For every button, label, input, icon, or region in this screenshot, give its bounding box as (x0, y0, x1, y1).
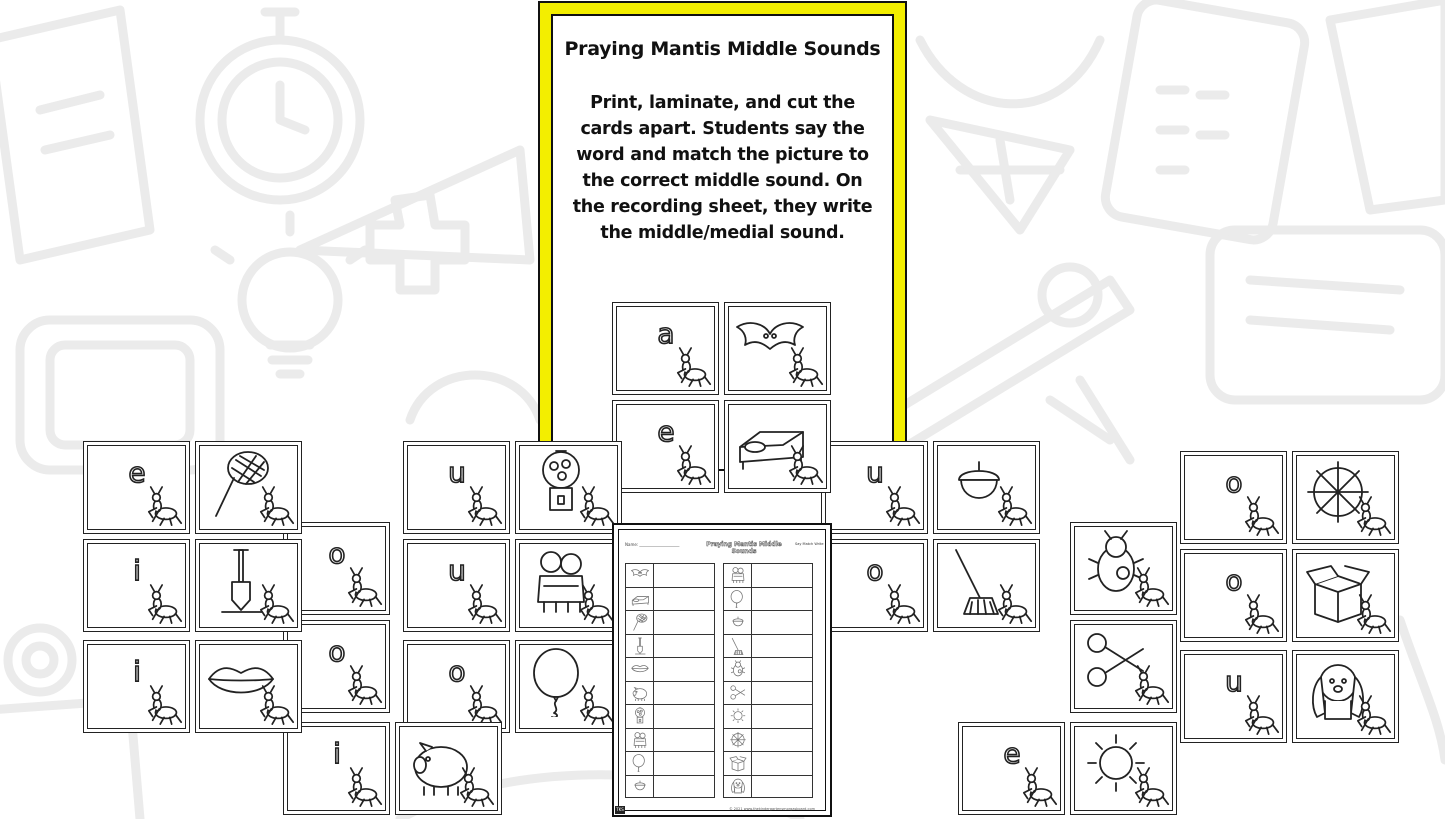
mop-icon (729, 637, 747, 655)
sheet-row-picture (626, 658, 654, 681)
letter-card (83, 441, 190, 534)
mantis-icon (577, 485, 617, 529)
card-letter: o (866, 554, 884, 587)
picture-card (1070, 620, 1177, 713)
mantis-icon (257, 485, 297, 529)
sheet-row-picture (626, 611, 654, 634)
mantis-icon (883, 583, 923, 627)
tablet-doodle-inner (50, 345, 190, 445)
backpack-doodle (1400, 620, 1445, 760)
net-icon (631, 613, 649, 631)
picture-card (195, 539, 302, 632)
mantis-icon (345, 766, 385, 810)
sheet-row-picture (626, 776, 654, 798)
card-letter: i (133, 655, 141, 688)
letter-card (283, 722, 390, 815)
mantis-icon (995, 485, 1035, 529)
sheet-row-picture (626, 588, 654, 611)
letter-card (821, 539, 928, 632)
bat-icon (631, 566, 649, 584)
sheet-row (723, 728, 813, 752)
mantis-icon (674, 444, 714, 488)
scissors-doodle (1050, 380, 1130, 460)
sheet-row (723, 634, 813, 658)
picture-card (1070, 522, 1177, 615)
mantis-icon (257, 684, 297, 728)
pennant-doodle (300, 150, 530, 260)
card-letter: o (328, 635, 346, 668)
sheet-name-text: Name: (625, 542, 639, 547)
mantis-icon (1354, 495, 1394, 539)
bed-icon (631, 590, 649, 608)
card-letter: o (1225, 466, 1243, 499)
sheet-row (723, 681, 813, 705)
sheet-column-left (625, 563, 715, 798)
calculator-keys (1160, 90, 1225, 170)
mantis-icon (786, 444, 826, 488)
card-letter: i (133, 554, 141, 587)
mantis-icon (1242, 593, 1282, 637)
instruction-poster (538, 1, 907, 471)
sheet-row-picture (626, 752, 654, 775)
letter-card (958, 722, 1065, 815)
lips-icon (631, 660, 649, 678)
sheet-name-label: Name: ____________________ (625, 542, 680, 547)
card-letter: o (328, 537, 346, 570)
sheet-row (625, 728, 715, 752)
card-letter: e (1003, 737, 1021, 770)
sheet-row (625, 775, 715, 799)
card-letter: u (1225, 665, 1243, 698)
letter-card (1180, 451, 1287, 544)
picture-card (515, 441, 622, 534)
sheet-row (625, 610, 715, 634)
mantis-icon (1242, 694, 1282, 738)
sheet-row-picture (626, 682, 654, 705)
sheet-row (723, 751, 813, 775)
card-letter: u (448, 456, 466, 489)
mantis-icon (674, 346, 714, 390)
stopwatch-hands (265, 12, 305, 130)
letter-card (1180, 650, 1287, 743)
sheet-row (625, 657, 715, 681)
sheet-row-picture (724, 658, 752, 681)
sheet-row (625, 704, 715, 728)
mantis-icon (145, 684, 185, 728)
sheet-row (625, 587, 715, 611)
box-icon (729, 754, 747, 772)
mantis-icon (457, 766, 497, 810)
notebook-doodle-lines (40, 95, 110, 150)
picture-card (395, 722, 502, 815)
sheet-row (625, 634, 715, 658)
sheet-row-picture (626, 705, 654, 728)
nut-icon (729, 613, 747, 631)
calculator-doodle (1102, 0, 1308, 243)
nut-icon (631, 777, 649, 795)
sheet-row (625, 563, 715, 587)
picture-card (515, 640, 622, 733)
mantis-icon (345, 664, 385, 708)
sheet-row (723, 563, 813, 587)
ball-doodle (410, 375, 540, 420)
mantis-icon (145, 485, 185, 529)
pie-doodle (930, 120, 1070, 230)
picture-card (724, 302, 831, 395)
sheet-row (723, 775, 813, 799)
balloon-icon (631, 754, 649, 772)
sheet-row-picture (724, 611, 752, 634)
lightbulb-doodle (242, 252, 338, 348)
target-doodle (8, 628, 72, 692)
letter-card (83, 539, 190, 632)
sheet-column-right (723, 563, 813, 798)
mantis-icon (145, 583, 185, 627)
mantis-icon (1354, 694, 1394, 738)
gumball-machine-icon (631, 707, 649, 725)
picture-card (724, 400, 831, 493)
mantis-icon (257, 583, 297, 627)
sheet-row-picture (724, 588, 752, 611)
hug-icon (729, 566, 747, 584)
sheet-footer: © 2021 www.thekindergartensmorgasboard.com (729, 807, 815, 811)
mantis-icon (1132, 664, 1172, 708)
letter-card (612, 302, 719, 395)
sheet-steps: Say Match Write (795, 542, 824, 546)
card-letter: o (448, 655, 466, 688)
picture-card (933, 441, 1040, 534)
target-doodle-inner (26, 646, 54, 674)
shovel-icon (631, 637, 649, 655)
sheet-title: Praying Mantis Middle Sounds (706, 541, 782, 555)
picture-card (515, 539, 622, 632)
sheet-row-picture (724, 776, 752, 798)
sheet-row (723, 657, 813, 681)
card-letter: e (657, 415, 675, 448)
sheet-row-picture (626, 564, 654, 587)
mantis-icon (1132, 766, 1172, 810)
sheet-row-picture (724, 682, 752, 705)
poster-instructions: Print, laminate, and cut the cards apart. Students say the word and match the picture to the correct middle sound. On the recording sheet, they write the middle/medial sound. (572, 93, 873, 243)
sheet-row-picture (626, 729, 654, 752)
sheet-row-picture (724, 729, 752, 752)
picture-card (195, 441, 302, 534)
mantis-icon (995, 583, 1035, 627)
sheet-row (625, 751, 715, 775)
card-letter: o (1225, 564, 1243, 597)
sheet-row-picture (724, 705, 752, 728)
laptop-lines (1250, 280, 1400, 330)
card-letter: u (866, 456, 884, 489)
mantis-icon (883, 485, 923, 529)
bug-icon (729, 660, 747, 678)
sheet-row (723, 610, 813, 634)
ruler-doodle (1330, 0, 1445, 210)
card-letter: u (448, 554, 466, 587)
dog-icon (729, 777, 747, 795)
letter-card (1180, 549, 1287, 642)
scissors-icon (729, 684, 747, 702)
picture-card (195, 640, 302, 733)
sheet-row (625, 681, 715, 705)
sheet-row-picture (724, 635, 752, 658)
letter-card (83, 640, 190, 733)
mantis-icon (1132, 566, 1172, 610)
recording-sheet (612, 523, 832, 817)
mantis-icon (577, 684, 617, 728)
lightbulb-base (270, 345, 310, 374)
picture-card (1070, 722, 1177, 815)
hug-icon (631, 731, 649, 749)
picture-card (1292, 549, 1399, 642)
letter-card (612, 400, 719, 493)
mantis-icon (465, 485, 505, 529)
mantis-icon (1242, 495, 1282, 539)
card-letter: i (333, 737, 341, 770)
pig-icon (631, 684, 649, 702)
sun-icon (729, 707, 747, 725)
sheet-row (723, 704, 813, 728)
notebook-doodle (0, 10, 150, 260)
letter-card (403, 640, 510, 733)
letter-card (403, 539, 510, 632)
sheet-row-picture (724, 752, 752, 775)
card-letter: e (128, 456, 146, 489)
mantis-icon (577, 583, 617, 627)
card-letter: a (657, 317, 675, 350)
letter-card (403, 441, 510, 534)
laptop-doodle (1210, 230, 1445, 400)
sheet-row (723, 587, 813, 611)
letter-card (821, 441, 928, 534)
mantis-icon (786, 346, 826, 390)
mantis-icon (1354, 593, 1394, 637)
mantis-icon (465, 583, 505, 627)
picture-card (1292, 451, 1399, 544)
poster-panel (551, 14, 894, 469)
picture-card (933, 539, 1040, 632)
picture-card (1292, 650, 1399, 743)
sheet-row-picture (724, 564, 752, 587)
web-icon (729, 731, 747, 749)
balloon-icon (729, 590, 747, 608)
mantis-icon (1020, 766, 1060, 810)
poster-title: Praying Mantis Middle Sounds (564, 38, 881, 60)
mantis-icon (345, 566, 385, 610)
sheet-row-picture (626, 635, 654, 658)
recording-sheet-frame (618, 529, 826, 811)
sheet-logo: TKS (616, 807, 624, 812)
